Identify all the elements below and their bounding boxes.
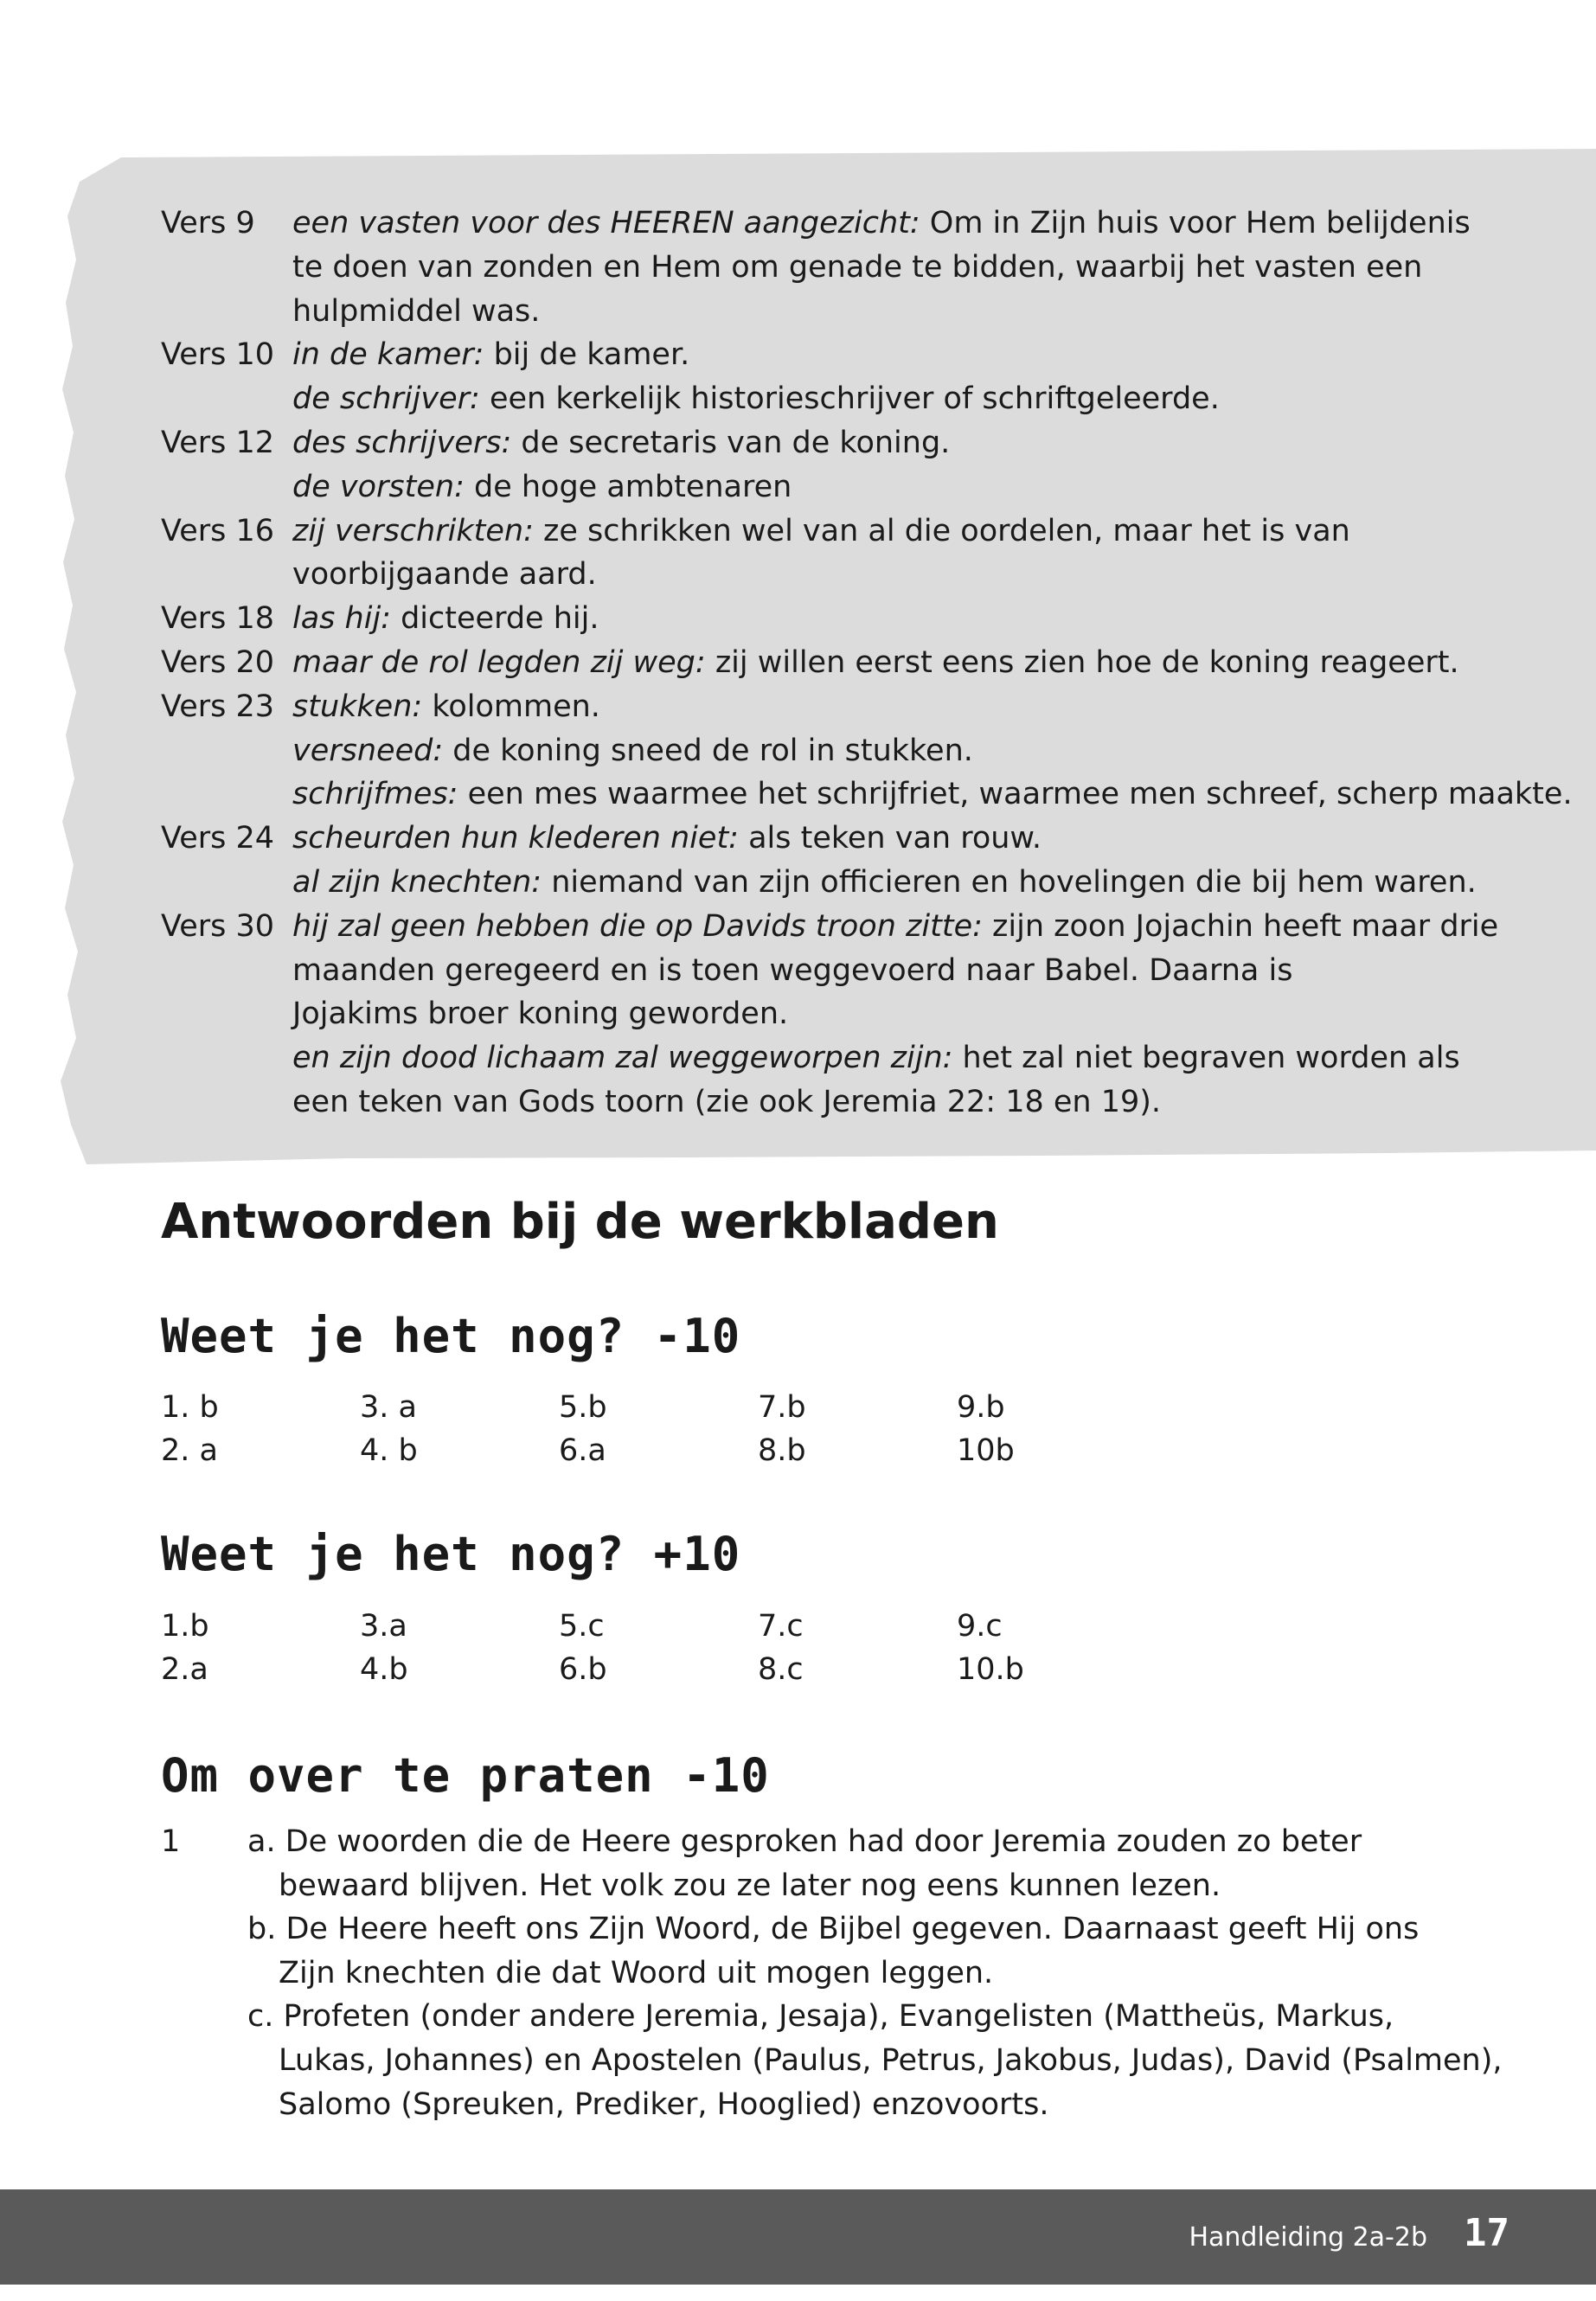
quiz-minus-10-heading: Weet je het nog? -10 [161,1309,741,1363]
question-number: 1 [161,1824,181,1859]
glossary-definition: het zal niet begraven worden als [952,1041,1460,1076]
glossary-line [161,1080,1476,1125]
glossary-term: de vorsten: [292,469,465,504]
answer-row [161,1648,1156,1691]
glossary-definition: dicteerde hij. [390,601,599,637]
glossary-entry [292,202,1471,246]
glossary-line [161,1036,1476,1080]
glossary-line [161,553,1476,597]
answer-cell: 7.c [758,1609,804,1644]
glossary-entry [292,817,1042,861]
glossary-line [161,377,1476,421]
answer-cell: 9.b [957,1390,1005,1425]
quiz-plus-10-heading: Weet je het nog? +10 [161,1527,741,1581]
glossary-entry [292,772,1573,817]
question-number [161,2039,247,2083]
verse-label [161,553,292,597]
glossary-line [161,290,1476,334]
answer-row [161,1605,1156,1648]
glossary-term: in de kamer: [292,337,484,373]
footer-label: Handleiding 2a-2b [1189,2222,1427,2253]
glossary-definition: zij willen eerst eens zien hoe de koning reageert. [705,644,1459,680]
answer-cell: 7.b [758,1390,806,1425]
glossary-entry [292,597,599,641]
glossary-definition: de hoge ambtenaren [464,469,792,504]
glossary-entry [292,553,597,597]
glossary-term: al zijn knechten: [292,864,542,900]
glossary-line [161,905,1499,949]
verse-label: Vers 30 [161,908,275,944]
glossary-entry [292,992,788,1036]
verse-label [161,772,292,817]
glossary-term: een vasten voor des HEEREN aangezicht: [292,206,920,240]
glossary-definition: te doen van zonden en Hem om genade te bidden, waarbij het vasten een [292,249,1423,285]
glossary-definition: een teken van Gods toorn (zie ook Jeremia 22: 18 en 19). [292,1084,1162,1119]
glossary-term: stukken: [292,689,423,724]
glossary-term: maar de rol legden zij weg: [292,644,706,680]
glossary-entry [292,333,689,377]
answer-cell: 6.a [559,1433,606,1468]
glossary-term: zij verschrikten: [292,513,534,548]
glossary-definition: een mes waarmee het schrijfriet, waarmee men schreef, scherp maakte. [458,777,1573,812]
answer-cell: 5.b [559,1390,607,1425]
glossary-entry [292,949,1292,993]
glossary-entry [292,465,792,510]
glossary-term: des schrijvers: [292,425,512,460]
glossary-line [161,333,1476,377]
glossary-line [161,861,1476,905]
glossary-entry [292,510,1350,554]
verse-label: Vers 16 [161,513,275,548]
glossary-line [161,641,1476,685]
glossary-line [161,597,1476,641]
glossary-line [161,729,1476,773]
discussion-text: Salomo (Spreuken, Prediker, Hooglied) enzovoorts. [279,2086,1049,2122]
verse-label: Vers 20 [161,644,275,680]
verse-label: Vers 12 [161,425,275,460]
glossary-list [161,202,1573,1125]
glossary-term: scheurden hun klederen niet: [292,821,739,856]
glossary-definition: voorbijgaande aard. [292,557,597,593]
answer-cell: 8.c [758,1652,804,1687]
verse-label: Vers 18 [161,601,275,637]
answer-cell: 2.a [161,1652,208,1687]
glossary-term: en zijn dood lichaam zal weggeworpen zijn: [292,1041,953,1076]
answer-cell: 4. b [360,1433,418,1468]
verse-label [161,861,292,905]
glossary-definition: ze schrikken wel van al die oordelen, maar het is van [533,513,1350,548]
glossary-line [161,510,1476,554]
glossary-line [161,246,1476,290]
verse-label [161,290,292,334]
glossary-line [161,772,1573,817]
answer-cell: 10.b [957,1652,1024,1687]
discussion-text: b. De Heere heeft ons Zijn Woord, de Bijbel gegeven. Daarnaast geeft Hij ons [247,1912,1420,1947]
glossary-line [161,685,1476,729]
answer-cell: 1.b [161,1609,209,1644]
glossary-line [161,202,1476,246]
glossary-entry [292,290,540,334]
glossary-definition: een kerkelijk historieschrijver of schriftgeleerde. [479,381,1220,417]
glossary-entry [292,246,1422,290]
verse-label [161,729,292,773]
verse-label: Vers 10 [161,337,275,373]
answer-cell: 8.b [758,1433,806,1468]
discussion-line [161,1952,1503,1996]
glossary-definition: maanden geregeerd en is toen weggevoerd naar Babel. Daarna is [292,952,1293,988]
page-footer [0,2189,1596,2285]
discussion-text: a. De woorden die de Heere gesproken had door Jeremia zouden zo beter [247,1824,1362,1859]
glossary-definition: hulpmiddel was. [292,293,541,329]
glossary-definition: bij de kamer. [484,337,690,373]
glossary-term: schrijfmes: [292,777,458,812]
glossary-line [161,421,1476,465]
question-number [161,2083,247,2127]
answer-cell: 4.b [360,1652,408,1687]
discussion-text: c. Profeten (onder andere Jeremia, Jesaja), Evangelisten (Mattheüs, Markus, [247,1999,1394,2035]
verse-label [161,465,292,510]
glossary-term: versneed: [292,733,444,768]
discussion-line [161,1995,1503,2039]
glossary-definition: kolommen. [422,689,600,724]
glossary-entry [292,729,973,773]
glossary-entry [292,377,1220,421]
verse-label [161,992,292,1036]
glossary-definition: als teken van rouw. [738,821,1042,856]
answer-cell: 9.c [957,1609,1003,1644]
discussion-text: bewaard blijven. Het volk zou ze later nog eens kunnen lezen. [279,1868,1221,1903]
glossary-definition: Om in Zijn huis voor Hem belijdenis [920,206,1471,240]
answer-cell: 1. b [161,1390,219,1425]
answer-cell: 3. a [360,1390,417,1425]
verse-label [161,1036,292,1080]
glossary-definition: zijn zoon Jojachin heeft maar drie [982,908,1499,944]
glossary-entry [292,641,1459,685]
answer-row [161,1429,1156,1472]
verse-label [161,1080,292,1125]
glossary-definition: Jojakims broer koning geworden. [292,997,789,1032]
glossary-term: las hij: [292,601,391,637]
discussion-line [161,1820,1503,1864]
answer-cell: 10b [957,1433,1015,1468]
glossary-entry [292,861,1477,905]
verse-label [161,377,292,421]
glossary-line [161,992,1476,1036]
verse-label [161,246,292,290]
glossary-line [161,949,1476,993]
page-number: 17 [1464,2211,1509,2255]
verse-label: Vers 23 [161,689,275,724]
discussion-answers [161,1820,1503,2126]
question-number [161,1864,247,1908]
discussion-text: Lukas, Johannes) en Apostelen (Paulus, Petrus, Jakobus, Judas), David (Psalmen), [279,2042,1503,2078]
discussion-heading: Om over te praten -10 [161,1748,770,1803]
glossary-term: hij zal geen hebben die op Davids troon zitte: [292,908,983,944]
answer-cell: 3.a [360,1609,407,1644]
quiz-minus-10-answers [161,1386,1156,1472]
verse-label: Vers 24 [161,821,275,856]
glossary-definition: de secretaris van de koning. [511,425,951,460]
verse-label: Vers 9 [161,206,255,240]
glossary-entry [292,1036,1460,1080]
quiz-plus-10-answers [161,1605,1156,1691]
glossary-entry [292,1080,1161,1125]
answer-row [161,1386,1156,1429]
glossary-entry [292,685,600,729]
discussion-line [161,1907,1503,1952]
answer-cell: 6.b [559,1652,607,1687]
answers-heading: Antwoorden bij de werkbladen [161,1194,999,1250]
question-number [161,1907,247,1952]
answer-cell: 5.c [559,1609,605,1644]
glossary-entry [292,905,1498,949]
verse-label [161,949,292,993]
discussion-text: Zijn knechten die dat Woord uit mogen leggen. [279,1955,994,1990]
glossary-definition: de koning sneed de rol in stukken. [443,733,973,768]
question-number [161,1952,247,1996]
glossary-line [161,817,1476,861]
discussion-line [161,2083,1503,2127]
discussion-line [161,1864,1503,1908]
discussion-line [161,2039,1503,2083]
glossary-line [161,465,1476,510]
glossary-entry [292,421,950,465]
answer-cell: 2. a [161,1433,218,1468]
glossary-term: de schrijver: [292,381,480,417]
question-number [161,1995,247,2039]
glossary-definition: niemand van zijn officieren en hovelingen die bij hem waren. [542,864,1477,900]
